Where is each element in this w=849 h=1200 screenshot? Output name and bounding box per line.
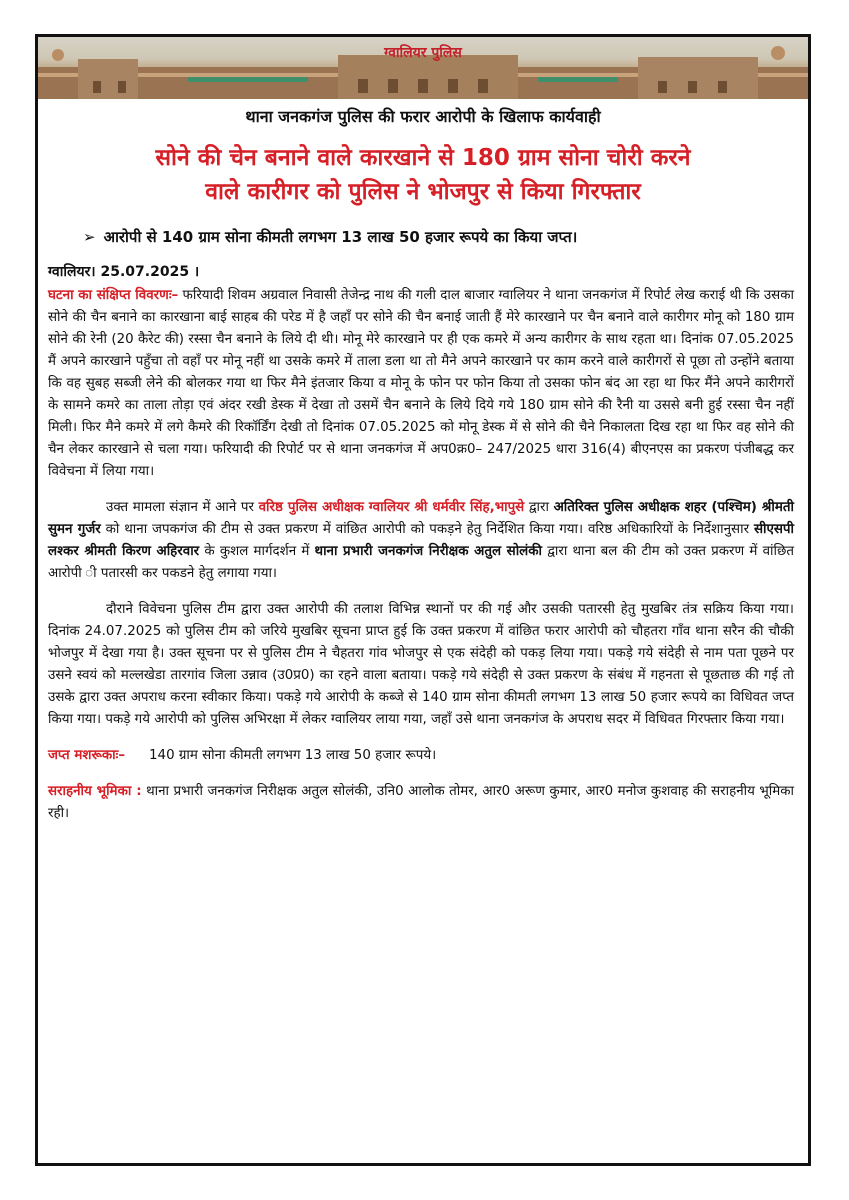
article-body [48, 285, 794, 839]
incident-text: फरियादी शिवम अग्रवाल निवासी तेजेन्द्र नाथ की गली दाल बाजार ग्वालियर ने थाना जनकगंज में रिपोर्ट लेख कराई थी कि उसका सोने की चैन बनाने का कारखाना बाई साहब की परेड में है जहाँ पर सोने की चैन बनाई जाती हैं मेरे कारखाने पर चैन बनाने वाले कारीगर मोनू को 180 ग्राम सोने की रेनी (20 कैरेट की) रस्सा चैन बनाने के लिये दी थी। मोनू मेरे कारखाने पर ही एक कमरे में अन्य कारीगर के साथ रहता था। दिनांक 07.05.2025 मैं अपने कारखाने पहुँचा तो वहाँ पर मोनू नहीं था उसके कमरे में ताला डला था तो मैने अपने कारखाने पर काम करने वाले कारीगरों से पूछा तो उन्होंने बताया कि वह सुबह सब्जी लेने की बोलकर गया था फिर मैने इंतजार किया व मोनू के फोन पर फोन किया तो उसका फोन बंद आ रहा था फिर मैंने अपने कारीगरों के सामने कमरे का ताला तोड़ा एवं अंदर रखी डेस्क में देखा तो उसमें चैन बनाने के लिये दिये गये 180 ग्राम सोने की रैनी या उससे बनी हुई रस्सा चैन नहीं मिली। फिर मैने कमरे में लगे कैमरे की रिकॉर्डिंग देखी तो दिनांक 07.05.2025 को मोनू डेस्क में से सोने की चैने निकालता दिख रहा था फिर वह सोने की चैन लेकर कारखाने से चला गया। फरियादी की रिपोर्ट पर से थाना जनकगंज में अप0क्र0– 247/2025 धारा 316(4) बीएनएस का प्रकरण पंजीबद्ध कर विवेचना में लिया गया। [48, 288, 794, 479]
text-span: उक्त मामला संज्ञान में आने पर [106, 500, 259, 515]
paragraph-investigation: दौराने विवेचना पुलिस टीम द्वारा उक्त आरोपी की तलाश विभिन्न स्थानों पर की गई और उसकी पतारसी हेतु मुखबिर तंत्र सक्रिय किया गया। दिनांक 24.07.2025 को पुलिस टीम को जरिये मुखबिर सूचना प्राप्त हुई कि उक्त प्रकरण में वांछित फरार आरोपी को चौहतरा गाँव थाना सरैन की चौकी भोजपुर में देखा गया है। उक्त सूचना पर से पुलिस टीम ने चैहतरा गांव भोजपुर से एक संदेही को पकड़ लिया गया। पकड़े गये संदेही से नाम पता पूछने पर उसने स्वयं को मल्लखेडा तारगांव जिला उन्नाव (उ0प्र0) का रहने वाला बताया। पकड़े गये संदेही से उक्त प्रकरण के संबंध में गहनता से पूछताछ की गई तो उसके द्वारा उक्त अपराध करना स्वीकार किया। पकड़े गये आरोपी के कब्जे से 140 ग्राम सोना कीमती लगभग 13 लाख 50 हजार रूपये का विधिवत जप्त किया गया। पकड़े गये आरोपी को पुलिस अभिरक्षा में लेकर ग्वालियर लाया गया, जहाँ उसे थाना जनकगंज के अपराध सदर में विधिवत गिरफ्तार किया गया। [48, 602, 794, 727]
seizure-bullet [83, 227, 798, 247]
arrow-bullet-icon: ➢ [83, 228, 96, 246]
ssp-name: वरिष्ठ पुलिस अधीक्षक ग्वालियर श्री धर्मवीर सिंह,भापुसे [258, 500, 525, 515]
asp-name: अतिरिक्त पुलिस अधीक्षक शहर (पश्चिम) श्रीमती सुमन गुर्जर [48, 500, 794, 537]
seized-line [48, 745, 794, 767]
praise-label: सराहनीय भूमिका : [48, 784, 142, 799]
incident-label: घटना का संक्षिप्त विवरणः– [48, 288, 179, 303]
seized-text: 140 ग्राम सोना कीमती लगभग 13 लाख 50 हजार रूपये। [149, 748, 437, 763]
bullet-text: आरोपी से 140 ग्राम सोना कीमती लगभग 13 लाख 50 हजार रूपये का किया जप्त। [103, 228, 578, 246]
station-incharge-name: थाना प्रभारी जनकगंज निरीक्षक अतुल सोलंकी [314, 544, 543, 559]
subheading: थाना जनकगंज पुलिस की फरार आरोपी के खिलाफ कार्यवाही [245, 107, 601, 126]
csp-name: सीएसपी लश्कर श्रीमती किरण अहिरवार [48, 522, 794, 559]
paragraph-instructions [48, 497, 794, 585]
banner-title: ग्वालियर पुलिस [384, 45, 462, 61]
headline-line-2: वाले कारीगर को पुलिस ने भोजपुर से किया गिरफ्तार [205, 179, 641, 205]
headline [48, 141, 798, 209]
text-span: को थाना जपकगंज की टीम से उक्त प्रकरण में वांछित आरोपी को पकड़ने हेतु निर्देशित किया गया। वरिष्ठ अधिकारियों के निर्देशानुसार [100, 522, 754, 537]
praise-text: थाना प्रभारी जनकगंज निरीक्षक अतुल सोलंकी, उनि0 आलोक तोमर, आर0 अरूण कुमार, आर0 मनोज कुशवाह की सराहनीय भूमिका रही। [48, 784, 794, 821]
seized-label: जप्त मशरूकाः– [48, 748, 126, 763]
dateline: ग्वालियर। 25.07.2025 । [48, 264, 200, 280]
headline-line-1: सोने की चेन बनाने वाले कारखाने से 180 ग्राम सोना चोरी करने [155, 145, 691, 171]
text-span: द्वारा थाना बल की टीम को उक्त प्रकरण में वांछित आरोपी ी पतारसी कर पकडने हेतु लगाया गया। [48, 544, 794, 581]
banner [38, 37, 808, 99]
text-span: द्वारा [524, 500, 554, 515]
praise-line [48, 781, 794, 825]
document-frame [35, 34, 811, 1166]
paragraph-incident [48, 285, 794, 483]
text-span: के कुशल मार्गदर्शन में [199, 544, 315, 559]
